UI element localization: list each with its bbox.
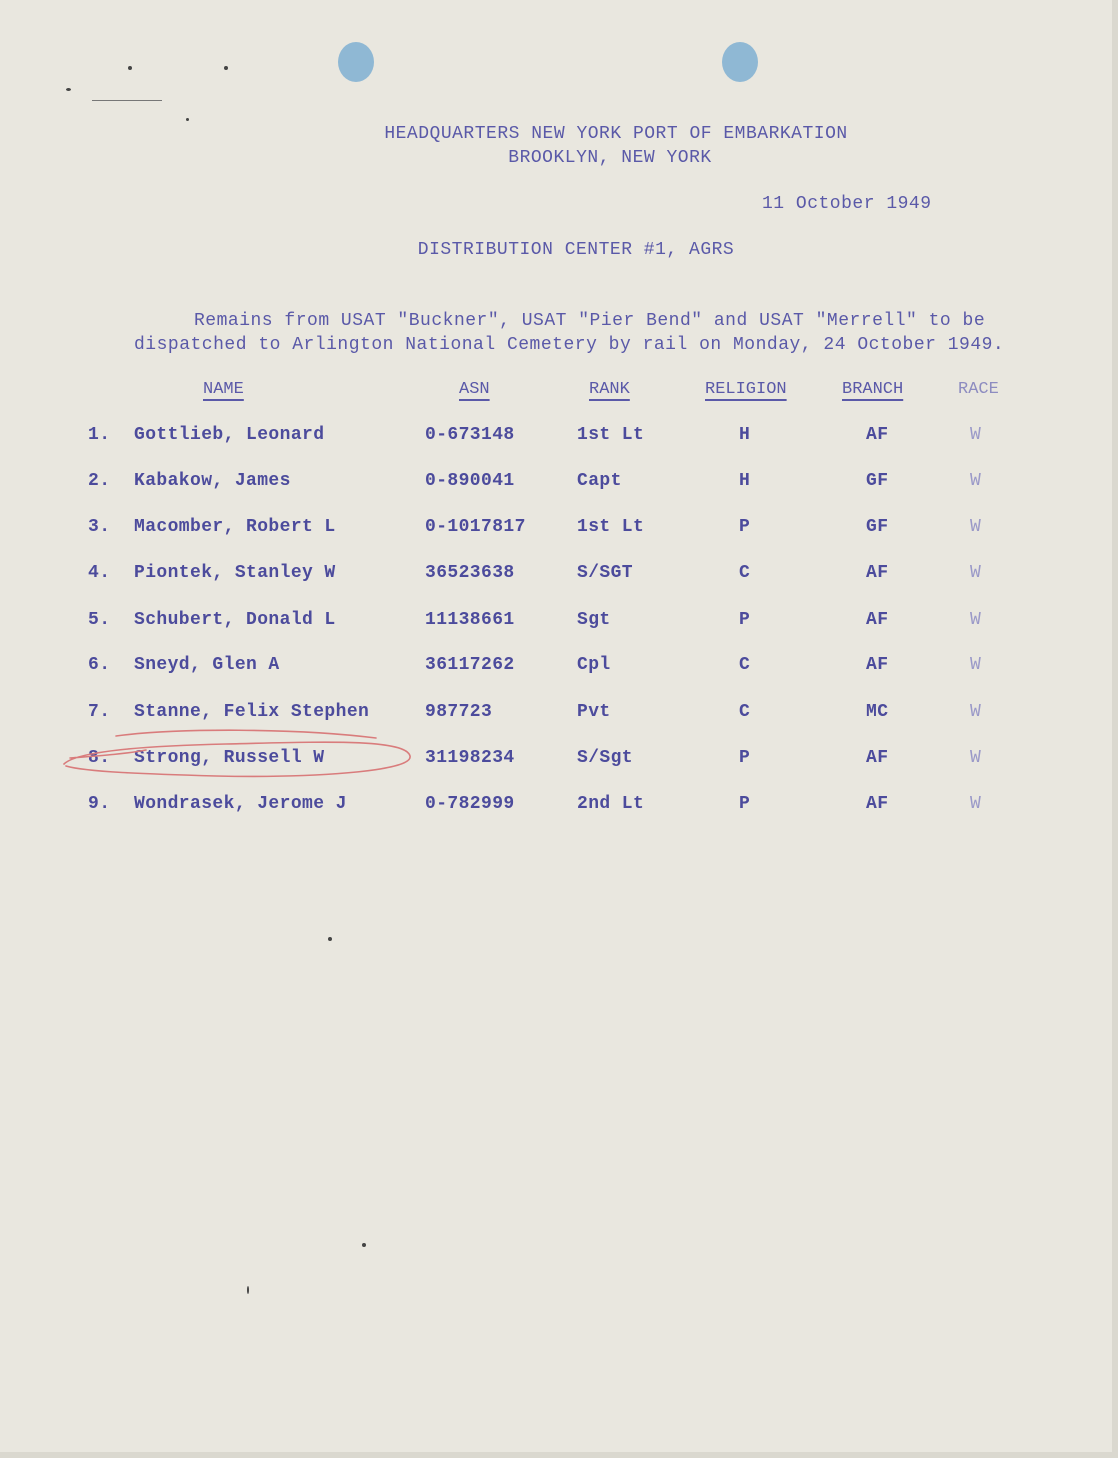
column-header-race: RACE xyxy=(958,380,999,399)
intro-line-2: dispatched to Arlington National Cemetery by rail on Monday, 24 October 1949. xyxy=(134,335,1005,355)
stray-mark xyxy=(328,937,332,941)
row-rank: Cpl xyxy=(577,655,611,675)
column-header-asn: ASN xyxy=(459,380,490,399)
row-asn: 11138661 xyxy=(425,610,515,630)
row-religion: C xyxy=(739,655,751,675)
row-name: Gottlieb, Leonard xyxy=(134,425,325,445)
header-line-1: HEADQUARTERS NEW YORK PORT OF EMBARKATION xyxy=(384,124,848,144)
red-pencil-circle xyxy=(56,726,420,782)
subheading: DISTRIBUTION CENTER #1, AGRS xyxy=(417,240,735,260)
row-race: W xyxy=(970,702,982,722)
row-religion: P xyxy=(739,794,751,814)
row-asn: 36523638 xyxy=(425,563,515,583)
row-race: W xyxy=(970,655,982,675)
row-branch: GF xyxy=(866,471,889,491)
row-number: 1. xyxy=(88,425,111,445)
row-name: Sneyd, Glen A xyxy=(134,655,280,675)
stray-mark xyxy=(92,100,162,101)
row-number: 7. xyxy=(88,702,111,722)
row-asn: 0-782999 xyxy=(425,794,515,814)
row-asn: 987723 xyxy=(425,702,493,722)
row-rank: Pvt xyxy=(577,702,611,722)
row-race: W xyxy=(970,517,982,537)
row-asn: 0-890041 xyxy=(425,471,515,491)
row-rank: 2nd Lt xyxy=(577,794,645,814)
row-name: Kabakow, James xyxy=(134,471,291,491)
column-header-religion: RELIGION xyxy=(705,380,787,399)
stray-mark xyxy=(186,118,189,121)
stray-mark xyxy=(247,1286,249,1294)
row-race: W xyxy=(970,610,982,630)
row-branch: AF xyxy=(866,610,889,630)
header-line-2: BROOKLYN, NEW YORK xyxy=(508,148,712,168)
row-asn: 0-1017817 xyxy=(425,517,526,537)
row-religion: P xyxy=(739,748,751,768)
row-religion: C xyxy=(739,563,751,583)
row-number: 6. xyxy=(88,655,111,675)
row-religion: P xyxy=(739,610,751,630)
row-name: Stanne, Felix Stephen xyxy=(134,702,370,722)
row-rank: S/Sgt xyxy=(577,748,634,768)
row-rank: S/SGT xyxy=(577,563,634,583)
stray-mark xyxy=(66,88,71,91)
row-race: W xyxy=(970,794,982,814)
row-branch: AF xyxy=(866,794,889,814)
row-race: W xyxy=(970,748,982,768)
row-name: Wondrasek, Jerome J xyxy=(134,794,347,814)
row-rank: 1st Lt xyxy=(577,517,645,537)
row-race: W xyxy=(970,425,982,445)
row-asn: 0-673148 xyxy=(425,425,515,445)
row-religion: P xyxy=(739,517,751,537)
row-race: W xyxy=(970,471,982,491)
row-number: 9. xyxy=(88,794,111,814)
column-header-rank: RANK xyxy=(589,380,630,399)
stray-mark xyxy=(224,66,228,70)
intro-line-1: Remains from USAT "Buckner", USAT "Pier Bend" and USAT "Merrell" to be xyxy=(194,311,986,331)
row-name: Strong, Russell W xyxy=(134,748,325,768)
column-header-name: NAME xyxy=(203,380,244,399)
row-number: 5. xyxy=(88,610,111,630)
row-religion: H xyxy=(739,425,751,445)
row-branch: AF xyxy=(866,748,889,768)
row-religion: C xyxy=(739,702,751,722)
row-religion: H xyxy=(739,471,751,491)
row-name: Piontek, Stanley W xyxy=(134,563,336,583)
row-number: 3. xyxy=(88,517,111,537)
row-rank: Sgt xyxy=(577,610,611,630)
row-branch: AF xyxy=(866,563,889,583)
document-date: 11 October 1949 xyxy=(762,194,932,214)
row-branch: AF xyxy=(866,655,889,675)
column-header-branch: BRANCH xyxy=(842,380,904,399)
punch-hole-right xyxy=(722,42,758,82)
row-name: Schubert, Donald L xyxy=(134,610,336,630)
row-branch: MC xyxy=(866,702,889,722)
punch-hole-left xyxy=(338,42,374,82)
row-number: 2. xyxy=(88,471,111,491)
stray-mark xyxy=(362,1243,366,1247)
row-rank: 1st Lt xyxy=(577,425,645,445)
row-asn: 31198234 xyxy=(425,748,515,768)
row-number: 4. xyxy=(88,563,111,583)
row-branch: AF xyxy=(866,425,889,445)
stray-mark xyxy=(128,66,132,70)
row-branch: GF xyxy=(866,517,889,537)
row-rank: Capt xyxy=(577,471,622,491)
row-number: 8. xyxy=(88,748,111,768)
row-race: W xyxy=(970,563,982,583)
row-name: Macomber, Robert L xyxy=(134,517,336,537)
row-asn: 36117262 xyxy=(425,655,515,675)
